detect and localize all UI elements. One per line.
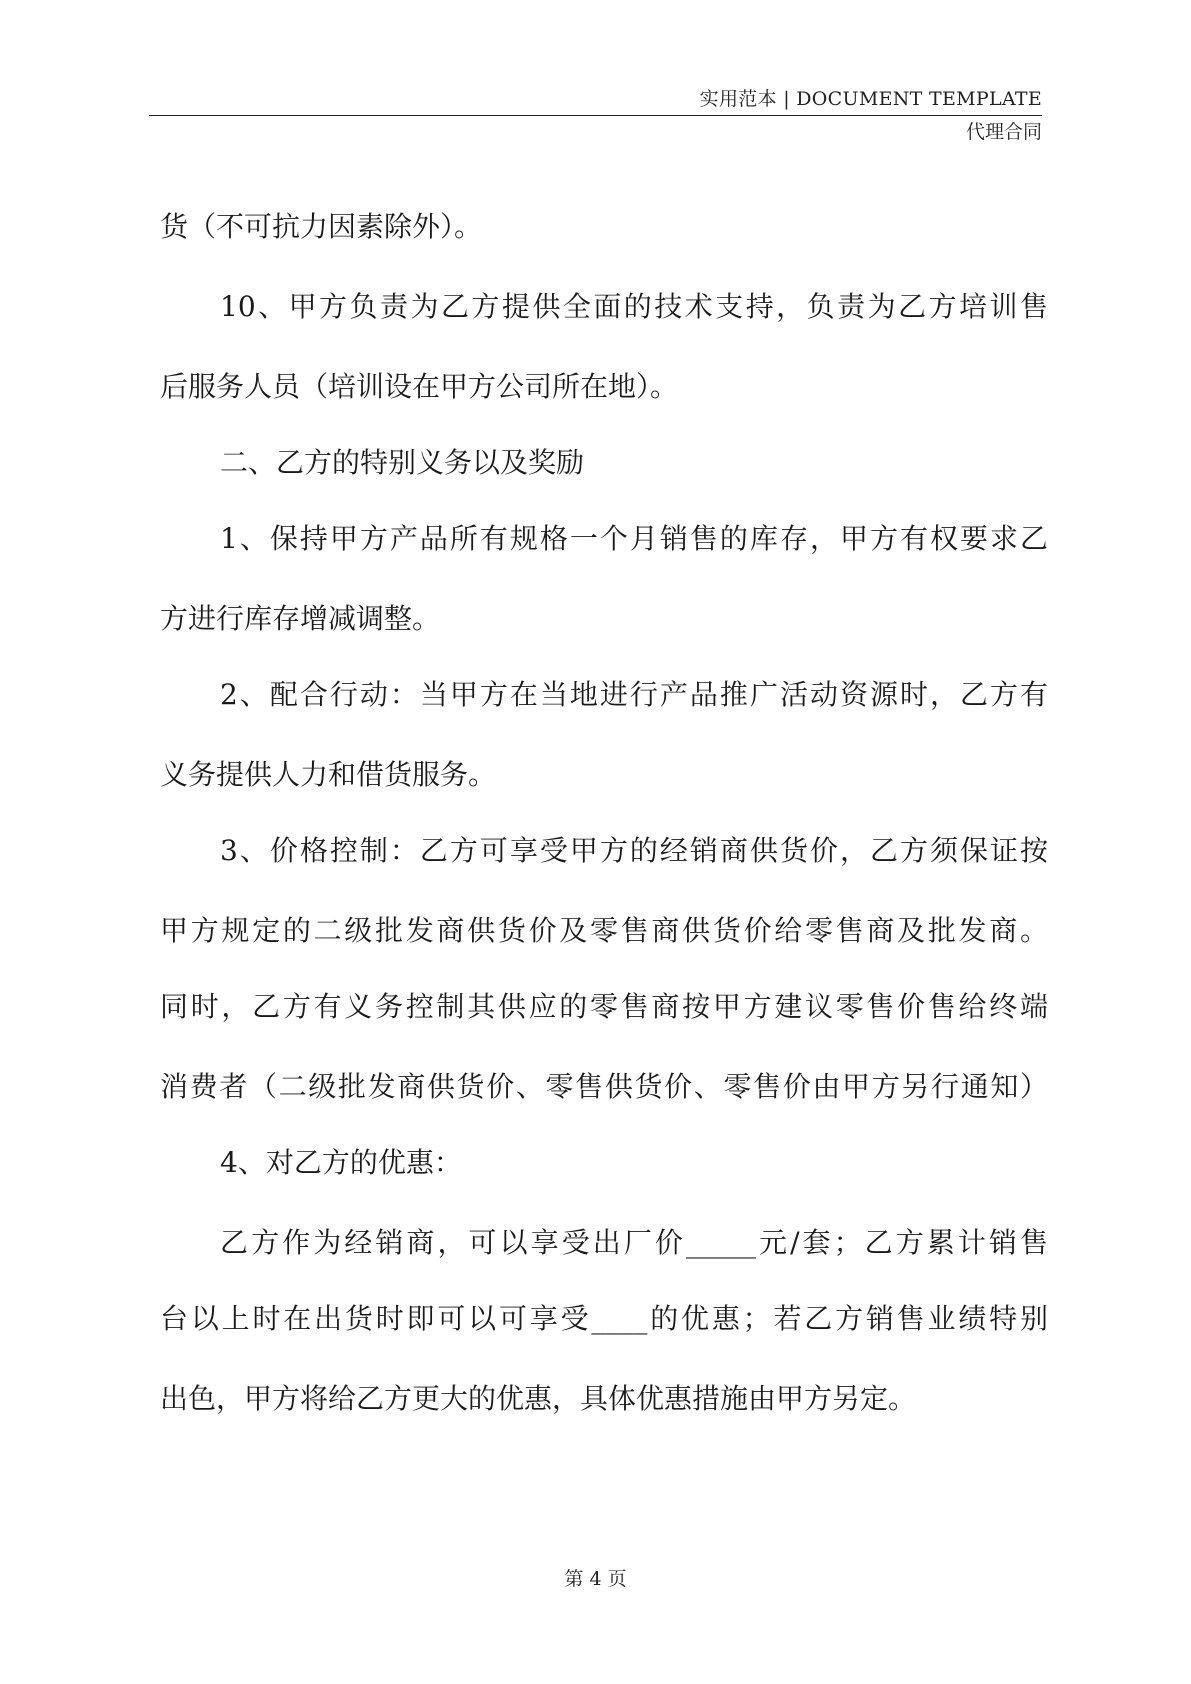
page-header [149, 86, 1042, 145]
header-title: 实用范本 | DOCUMENT TEMPLATE [699, 88, 1042, 110]
header-subtitle: 代理合同 [965, 121, 1042, 143]
section-heading: 二、乙方的特别义务以及奖励 [220, 446, 585, 479]
body-line: 货（不可抗力因素除外）。 [160, 210, 483, 243]
body-line: 方进行库存增减调整。 [160, 602, 441, 635]
body-line: 义务提供人力和借货服务。 [160, 758, 497, 791]
body-line: 3、价格控制：乙方可享受甲方的经销商供货价，乙方须保证按 [220, 834, 1048, 867]
body-line: 乙方作为经销商，可以享受出厂价_____元/套；乙方累计销售 [220, 1226, 1048, 1259]
body-line: 后服务人员（培训设在甲方公司所在地）。 [160, 370, 679, 403]
body-line: 同时，乙方有义务控制其供应的零售商按甲方建议零售价售给终端 [160, 990, 1048, 1023]
body-line: 消费者（二级批发商供货价、零售供货价、零售价由甲方另行通知） [160, 1070, 1048, 1103]
body-line: 10、甲方负责为乙方提供全面的技术支持，负责为乙方培训售 [220, 290, 1048, 323]
body-line: 台以上时在出货时即可以可享受____的优惠；若乙方销售业绩特别 [160, 1302, 1048, 1335]
body-line: 甲方规定的二级批发商供货价及零售商供货价给零售商及批发商。 [160, 914, 1048, 947]
body-line: 2、配合行动：当甲方在当地进行产品推广活动资源时，乙方有 [220, 678, 1048, 711]
body-line: 出色，甲方将给乙方更大的优惠，具体优惠措施由甲方另定。 [160, 1382, 917, 1415]
body-line: 1、保持甲方产品所有规格一个月销售的库存，甲方有权要求乙 [220, 522, 1048, 555]
page-number: 第 4 页 [564, 1568, 627, 1590]
header-divider [149, 115, 1042, 116]
body-line: 4、对乙方的优惠： [220, 1146, 462, 1179]
